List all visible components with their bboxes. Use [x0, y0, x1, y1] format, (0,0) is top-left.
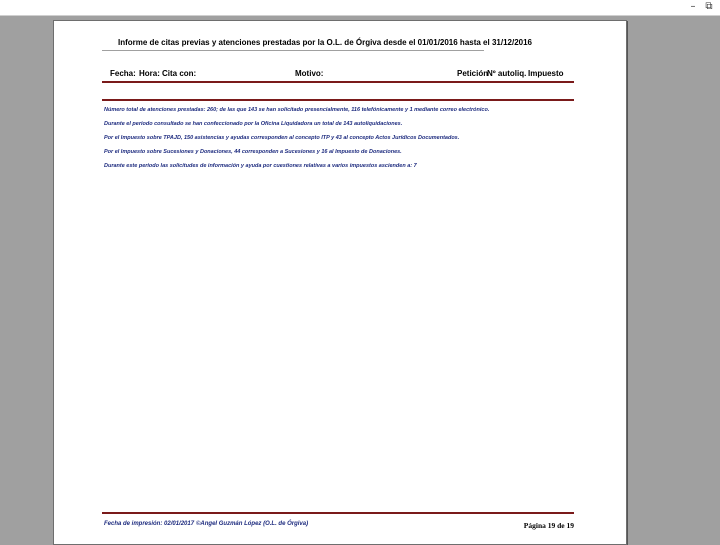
header-rule	[102, 81, 574, 83]
page-number: Página 19 de 19	[523, 521, 574, 530]
minimize-icon[interactable]: –	[690, 1, 696, 12]
column-header-autoliq: Nº autoliq.	[487, 69, 527, 78]
summary-note: Número total de atenciones prestadas: 260; de las que 143 se han solicitado presencialmente, 116 telefónicamente y 1 mediante correo electrónico.	[104, 107, 490, 113]
summary-note: Por el Impuesto sobre TPAJD, 150 asistencias y ayudas corresponden al concepto ITP y 43 al concepto Actos Jurídicos Documentados.	[104, 135, 460, 141]
column-header-fecha: Fecha:	[110, 69, 136, 78]
report-title: Informe de citas previas y atenciones prestadas por la O.L. de Órgiva desde el 01/01/2016 hasta el 31/12/2016	[118, 38, 532, 47]
author-credit: ©Angel Guzmán López (O.L. de Órgiva)	[196, 521, 309, 527]
restore-icon[interactable]: ⧉	[705, 1, 713, 12]
report-page	[53, 20, 627, 545]
window-titlebar	[0, 0, 720, 16]
column-header-motivo: Motivo:	[295, 69, 324, 78]
print-date: Fecha de impresión: 02/01/2017	[104, 521, 195, 527]
column-header-impuesto: Impuesto	[528, 69, 564, 78]
column-header-cita-con: Cita con:	[162, 69, 197, 78]
column-header-peticion: Petición	[457, 69, 489, 78]
summary-note: Por el Impuesto sobre Sucesiones y Donaciones, 44 corresponden a Sucesiones y 16 al Impuesto de Donaciones.	[104, 149, 402, 155]
summary-note: Durante el periodo consultado se han confeccionado por la Oficina Liquidadora un total de 143 autoliquidaciones.	[104, 121, 403, 127]
title-divider	[102, 50, 484, 51]
column-header-hora: Hora:	[139, 69, 160, 78]
section-rule	[102, 99, 574, 101]
footer-rule	[102, 512, 574, 514]
summary-note: Durante este periodo las solicitudes de información y ayuda por cuestiones relativas a varios impuestos ascienden a: 7	[104, 163, 417, 169]
